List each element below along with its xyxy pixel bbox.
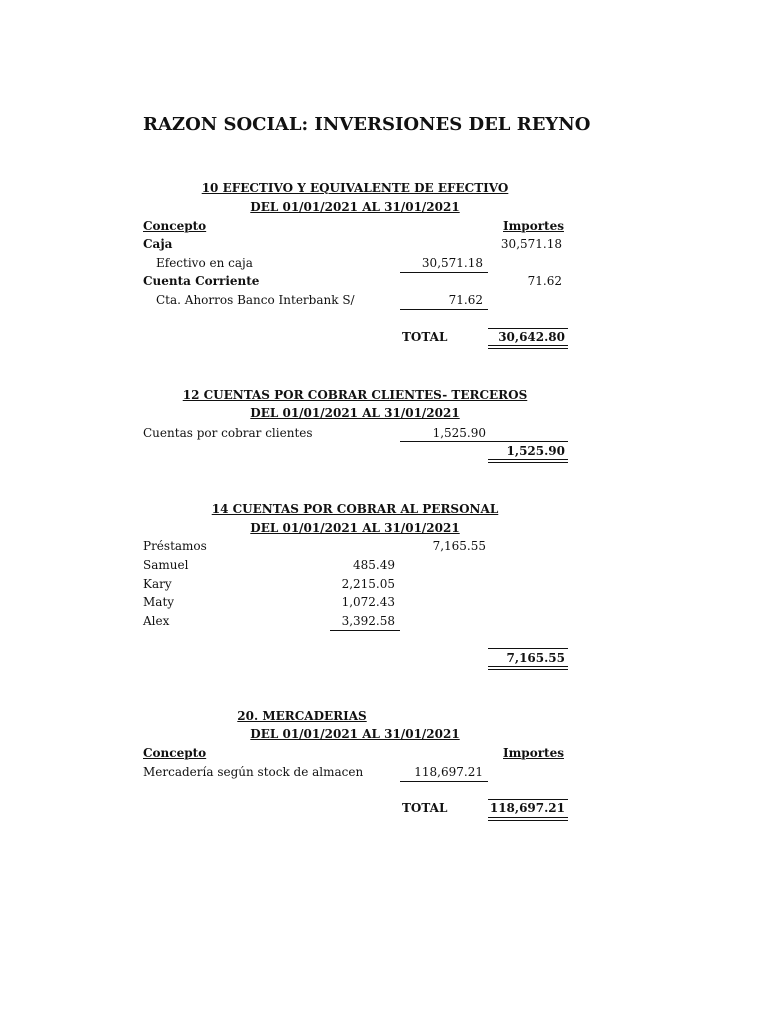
page-title: RAZON SOCIAL: INVERSIONES DEL REYNO (143, 114, 591, 135)
section-10-total: 30,642.80 (498, 330, 565, 344)
section-12-total: 1,525.90 (506, 444, 565, 458)
list-item: Maty (143, 595, 175, 609)
subtotal-rule (400, 272, 488, 273)
section-14-heading: 14 CUENTAS POR COBRAR AL PERSONAL (211, 502, 499, 516)
efectivo-label: Efectivo en caja (156, 256, 253, 270)
prestamos-label: Préstamos (143, 539, 207, 553)
list-item: Kary (143, 577, 172, 591)
list-item: Alex (143, 614, 170, 628)
total-double-rule (488, 817, 568, 821)
prestamos-value: 7,165.55 (432, 539, 486, 553)
total-label: TOTAL (402, 801, 448, 815)
caja-total: 30,571.18 (500, 237, 562, 251)
importes-header: Importes (503, 219, 564, 233)
list-item-value: 1,072.43 (341, 595, 395, 609)
section-14-period: DEL 01/01/2021 AL 31/01/2021 (250, 521, 460, 535)
total-top-rule (488, 799, 568, 800)
cuenta-corriente-total: 71.62 (527, 274, 562, 288)
section-10-period: DEL 01/01/2021 AL 31/01/2021 (250, 200, 460, 214)
total-double-rule (488, 345, 568, 349)
subtotal-rule (400, 309, 488, 310)
concepto-header: Concepto (143, 746, 207, 760)
section-20-period: DEL 01/01/2021 AL 31/01/2021 (250, 727, 460, 741)
caja-label: Caja (143, 237, 173, 251)
section-12-period: DEL 01/01/2021 AL 31/01/2021 (250, 406, 460, 420)
total-double-rule (488, 459, 568, 463)
list-item-value: 3,392.58 (341, 614, 395, 628)
efectivo-value: 30,571.18 (421, 256, 483, 270)
subtotal-rule (400, 441, 568, 442)
section-10-heading: 10 EFECTIVO Y EQUIVALENTE DE EFECTIVO (201, 181, 509, 195)
total-top-rule (488, 328, 568, 329)
ahorros-label: Cta. Ahorros Banco Interbank S/ (156, 293, 355, 307)
total-double-rule (488, 666, 568, 670)
cuentas-por-cobrar-label: Cuentas por cobrar clientes (143, 426, 313, 440)
subtotal-rule (400, 781, 488, 782)
section-20-total: 118,697.21 (489, 801, 565, 815)
list-item-value: 2,215.05 (341, 577, 395, 591)
total-label: TOTAL (402, 330, 448, 344)
concepto-header: Concepto (143, 219, 207, 233)
section-20-heading: 20. MERCADERIAS (237, 709, 367, 723)
total-top-rule (488, 648, 568, 649)
list-item: Samuel (143, 558, 189, 572)
ahorros-value: 71.62 (448, 293, 483, 307)
cuentas-por-cobrar-value: 1,525.90 (432, 426, 486, 440)
mercaderia-label: Mercadería según stock de almacen (143, 765, 364, 779)
section-12-heading: 12 CUENTAS POR COBRAR CLIENTES- TERCEROS (182, 388, 528, 402)
subtotal-rule (330, 630, 400, 631)
cuenta-corriente-label: Cuenta Corriente (143, 274, 260, 288)
mercaderia-value: 118,697.21 (414, 765, 483, 779)
importes-header: Importes (503, 746, 564, 760)
list-item-value: 485.49 (353, 558, 395, 572)
section-14-total: 7,165.55 (506, 651, 565, 665)
